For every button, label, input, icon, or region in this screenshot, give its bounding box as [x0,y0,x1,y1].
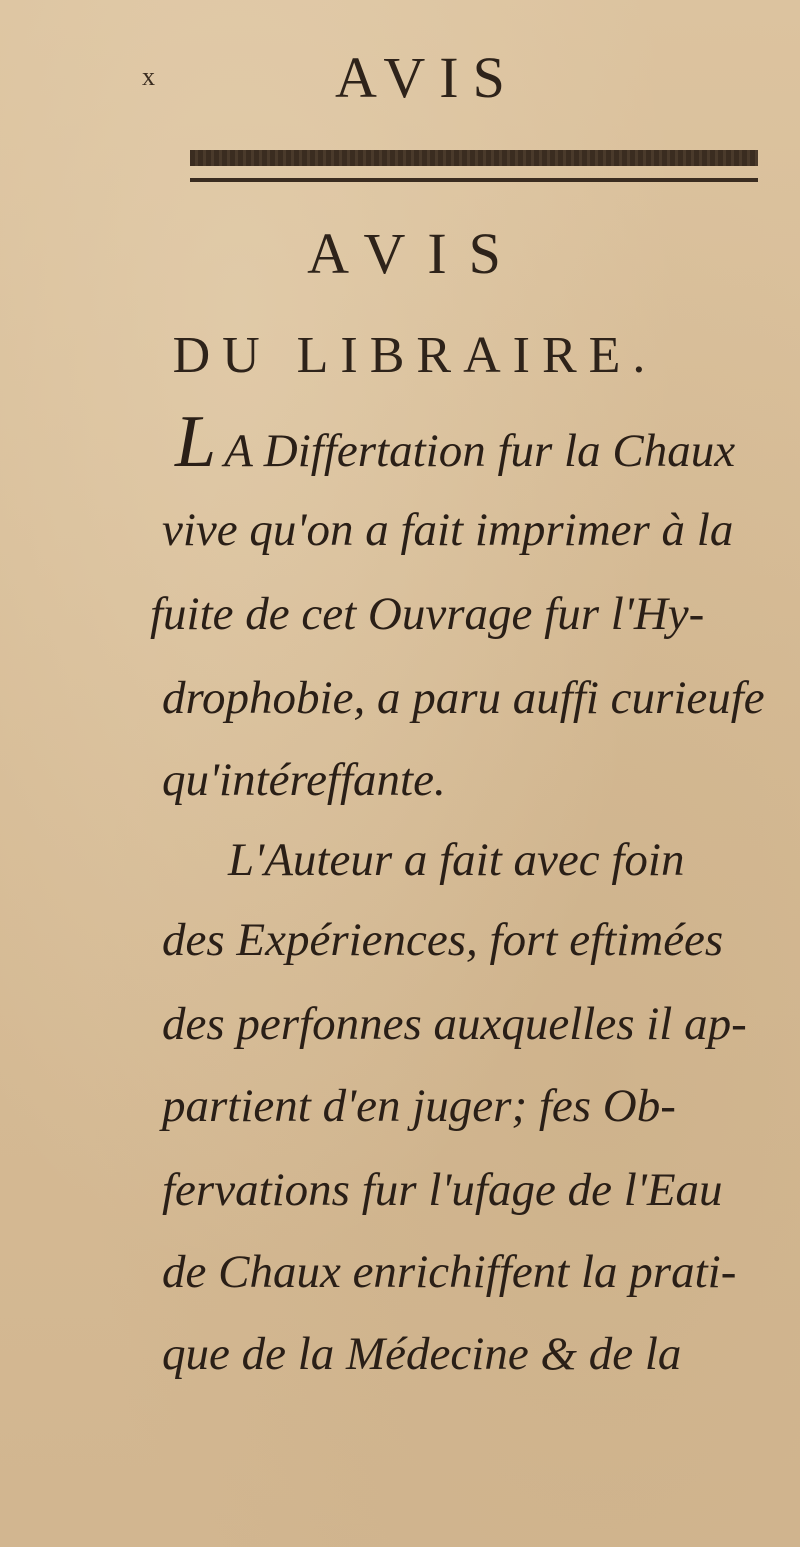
page-subtitle: DU LIBRAIRE. [172,327,658,384]
page-title: AVIS [307,221,523,286]
text-line-6: L'Auteur a fait avec foin [228,834,685,886]
text-line-2: vive qu'on a fait imprimer à la [162,504,734,556]
page-signature-mark: x [142,62,155,91]
text-line-5: qu'intéreffante. [162,754,446,806]
text-line-10: fervations fur l'ufage de l'Eau [162,1164,723,1216]
text-line-8: des perfonnes auxquelles il ap- [162,998,747,1050]
text-line-7: des Expériences, fort eftimées [162,914,724,966]
running-head [0,44,800,110]
text-line-9: partient d'en juger; fes Ob- [162,1080,676,1132]
rule-line [190,178,758,182]
text-line-11: de Chaux enrichiffent la prati- [162,1246,737,1298]
drop-capital: L [175,401,217,483]
ornamental-rule [190,150,758,166]
text-line-1 [175,401,736,483]
text-line-12: que de la Médecine & de la [162,1328,682,1380]
text-line-3: fuite de cet Ouvrage fur l'Hy- [150,588,705,640]
running-title: AVIS [335,45,519,110]
text-line-4: drophobie, a paru auffi curieufe [162,672,765,724]
text-line-1-rest: A Differtation fur la Chaux [224,425,736,477]
